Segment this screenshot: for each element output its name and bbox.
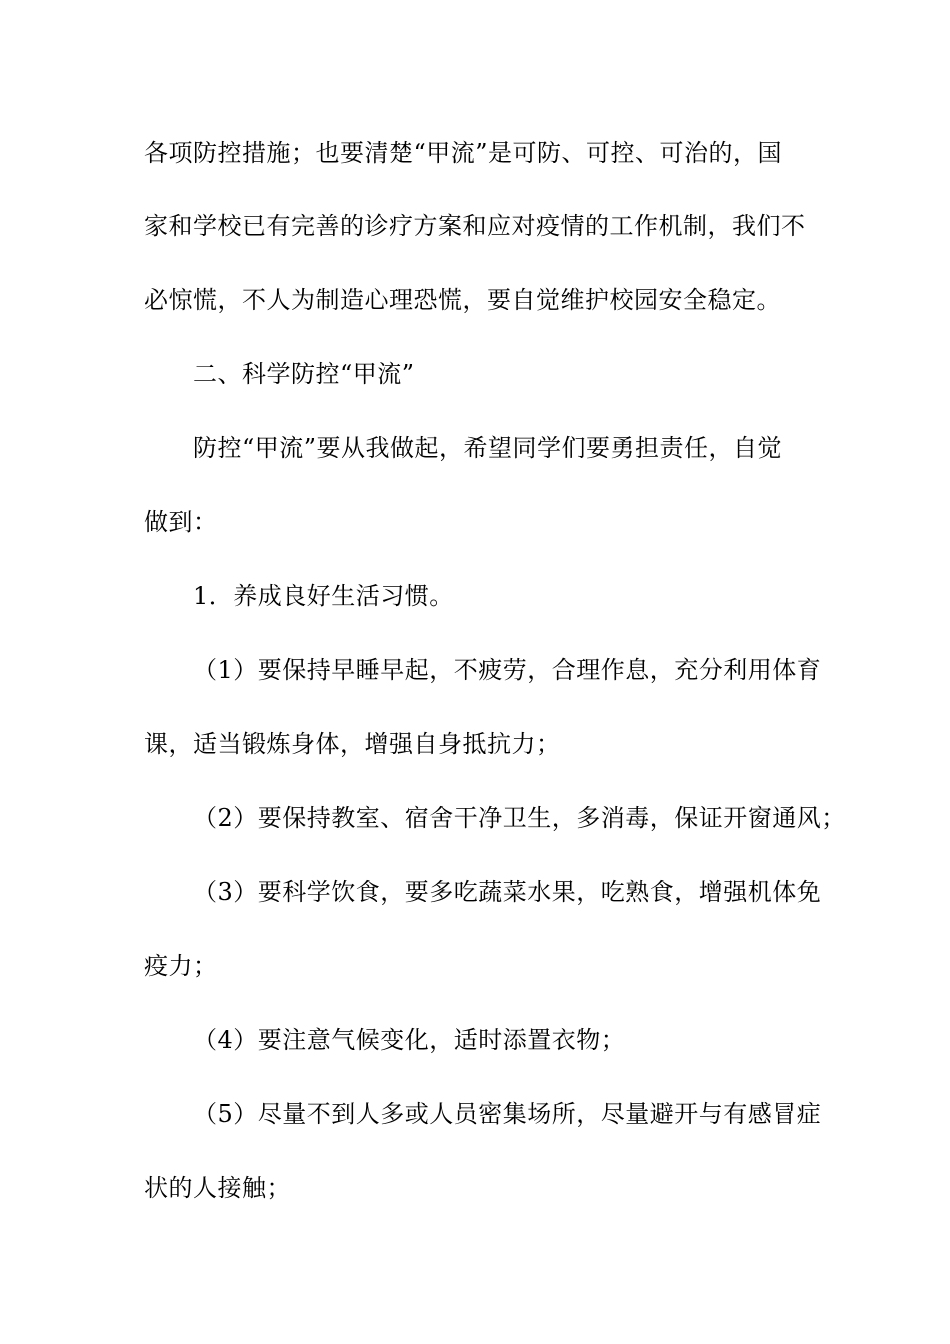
paragraph-line: 防控“甲流”要从我做起，希望同学们要勇担责任，自觉 <box>193 434 783 462</box>
list-item: （5）尽量不到人多或人员密集场所，尽量避开与有感冒症 <box>193 1100 822 1128</box>
paragraph-line: 家和学校已有完善的诊疗方案和应对疫情的工作机制，我们不 <box>144 212 806 240</box>
list-item: （1）要保持早睡早起，不疲劳，合理作息，充分利用体育 <box>193 656 822 684</box>
section-heading: 二、科学防控“甲流” <box>193 360 415 388</box>
paragraph-line: 做到： <box>144 508 218 536</box>
list-heading: 1．养成良好生活习惯。 <box>193 582 454 610</box>
list-item: （4）要注意气候变化，适时添置衣物； <box>193 1026 626 1054</box>
list-item: （3）要科学饮食，要多吃蔬菜水果，吃熟食，增强机体免 <box>193 878 822 906</box>
list-item: （2）要保持教室、宿舍干净卫生，多消毒，保证开窗通风； <box>193 804 846 832</box>
paragraph-line: 各项防控措施；也要清楚“甲流”是可防、可控、可治的，国 <box>144 139 783 167</box>
list-item: 课，适当锻炼身体，增强自身抵抗力； <box>144 730 561 758</box>
list-item: 疫力； <box>144 952 218 980</box>
list-item: 状的人接触； <box>144 1174 291 1202</box>
paragraph-line: 必惊慌，不人为制造心理恐慌，要自觉维护校园安全稳定。 <box>144 286 781 314</box>
